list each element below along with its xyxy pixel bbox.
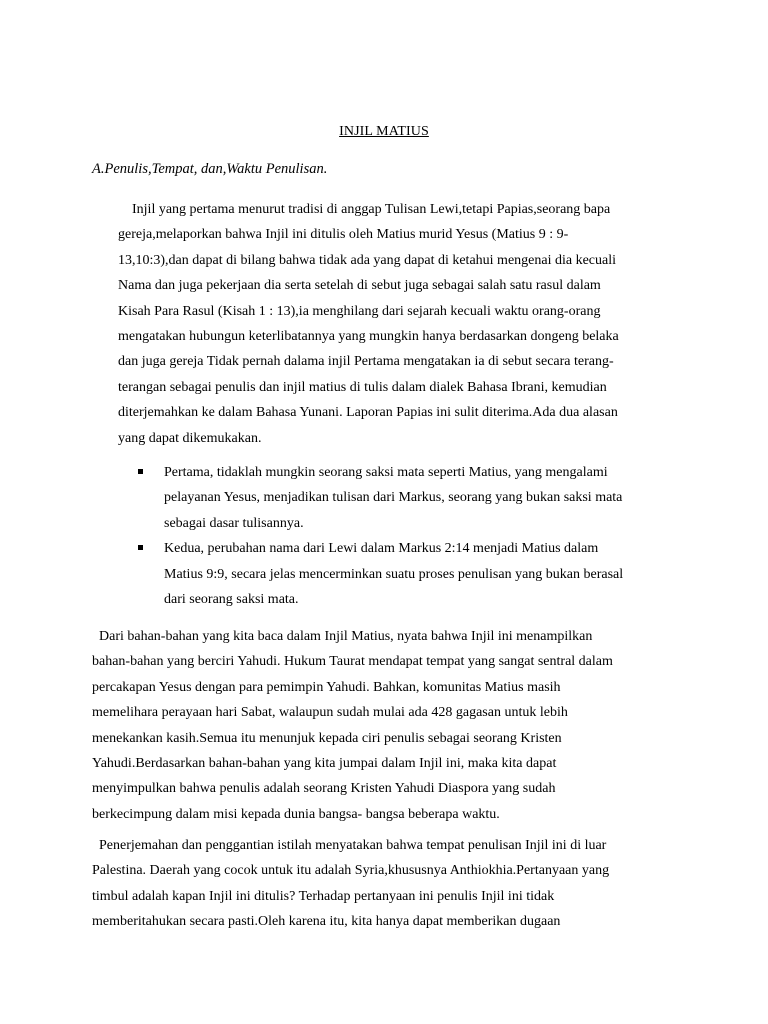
paragraph-line: Injil yang pertama menurut tradisi di anggap Tulisan Lewi,tetapi Papias,seorang bapa — [118, 202, 611, 217]
paragraph-line: Nama dan juga pekerjaan dia serta setelah di sebut juga sebagai salah satu rasul dalam — [118, 278, 601, 294]
paragraph-line: terangan sebagai penulis dan injil matius di tulis dalam dialek Bahasa Ibrani, kemudian — [118, 379, 607, 395]
bullet-line: Pertama, tidaklah mungkin seorang saksi mata seperti Matius, yang mengalami — [164, 465, 608, 480]
paragraph-line: percakapan Yesus dengan para pemimpin Yahudi. Bahkan, komunitas Matius masih — [92, 679, 561, 695]
paragraph-intro — [118, 197, 678, 451]
paragraph-line: gereja,melaporkan bahwa Injil ini ditulis oleh Matius murid Yesus (Matius 9 : 9- — [118, 227, 569, 243]
paragraph-line: Dari bahan-bahan yang kita baca dalam Injil Matius, nyata bahwa Injil ini menampilkan — [92, 629, 593, 644]
paragraph-line: 13,10:3),dan dapat di bilang bahwa tidak ada yang dapat di ketahui mengenai dia kecuali — [118, 252, 616, 268]
bullet-square-icon — [138, 545, 143, 550]
paragraph-line: memelihara perayaan hari Sabat, walaupun sudah mulai ada 428 gagasan untuk lebih — [92, 705, 568, 721]
paragraph-line: yang dapat dikemukakan. — [118, 430, 262, 446]
paragraph-line: Palestina. Daerah yang cocok untuk itu adalah Syria,khususnya Anthiokhia.Pertanyaan yang — [92, 863, 610, 879]
bullet-line: pelayanan Yesus, menjadikan tulisan dari Markus, seorang yang bukan saksi mata — [164, 490, 623, 506]
paragraph-line: menekankan kasih.Semua itu menunjuk kepada ciri penulis sebagai seorang Kristen — [92, 730, 562, 746]
paragraph-line: mengatakan hubungun keterlibatannya yang mungkin hanya berdasarkan dongeng belaka — [118, 329, 619, 345]
document-title: INJIL MATIUS — [339, 124, 429, 139]
bullet-line: sebagai dasar tulisannya. — [164, 515, 304, 531]
paragraph-line: memberitahukan secara pasti.Oleh karena itu, kita hanya dapat memberikan dugaan — [92, 914, 561, 930]
paragraph-line: berkecimpung dalam misi kepada dunia bangsa- bangsa beberapa waktu. — [92, 806, 500, 822]
section-heading: A.Penulis,Tempat, dan,Waktu Penulisan. — [92, 161, 328, 177]
paragraph-line: Kisah Para Rasul (Kisah 1 : 13),ia menghilang dari sejarah kecuali waktu orang-orang — [118, 303, 601, 319]
paragraph-line: Penerjemahan dan penggantian istilah menyatakan bahwa tempat penulisan Injil ini di luar — [92, 838, 607, 853]
paragraph-line: timbul adalah kapan Injil ini ditulis? Terhadap pertanyaan ini penulis Injil ini tidak — [92, 888, 555, 904]
paragraph-origin — [92, 624, 692, 827]
bullet-square-icon — [138, 469, 143, 474]
bullet-line: Kedua, perubahan nama dari Lewi dalam Markus 2:14 menjadi Matius dalam — [164, 541, 599, 557]
bullet-item — [136, 536, 696, 612]
paragraph-line: dan juga gereja Tidak pernah dalama injil Pertama mengatakan ia di sebut secara terang- — [118, 354, 614, 370]
paragraph-line: diterjemahkan ke dalam Bahasa Yunani. Laporan Papias ini sulit diterima.Ada dua alasan — [118, 405, 618, 421]
paragraph-line: menyimpulkan bahwa penulis adalah seorang Kristen Yahudi Diaspora yang sudah — [92, 781, 556, 797]
bullet-line: Matius 9:9, secara jelas mencerminkan suatu proses penulisan yang bukan berasal — [164, 566, 624, 582]
paragraph-place — [92, 833, 692, 935]
bullet-list — [136, 460, 696, 612]
bullet-line: dari seorang saksi mata. — [164, 592, 299, 608]
paragraph-line: Yahudi.Berdasarkan bahan-bahan yang kita jumpai dalam Injil ini, maka kita dapat — [92, 756, 557, 772]
paragraph-line: bahan-bahan yang berciri Yahudi. Hukum Taurat mendapat tempat yang sangat sentral dalam — [92, 654, 613, 670]
bullet-item — [136, 460, 696, 536]
